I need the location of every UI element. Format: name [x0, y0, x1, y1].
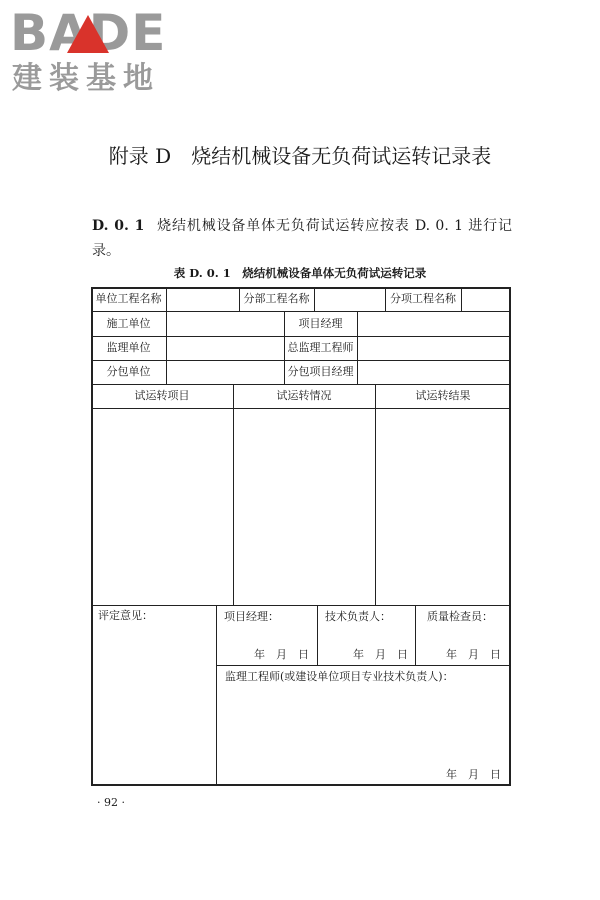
rule-v-r1a: [166, 287, 167, 311]
rule-v-col1: [233, 384, 234, 605]
rule-v-eval: [216, 605, 217, 786]
label-sub-project-manager: 分包项目经理: [287, 365, 354, 378]
evaluation-opinion-label: 评定意见：: [98, 609, 153, 622]
appendix-title: 附录 D 烧结机械设备无负荷试运转记录表: [108, 144, 492, 168]
date-tech-lead: 年 月 日: [353, 648, 408, 661]
date-supervisor: 年 月 日: [446, 768, 501, 781]
clause-text: 烧结机械设备单体无负荷试运转应按表 D. 0. 1 进行记录。: [92, 218, 512, 259]
rule-v-sign2: [415, 605, 416, 665]
sign-project-manager-label: 项目经理：: [224, 610, 279, 623]
clause-number: D. 0. 1: [92, 218, 145, 234]
logo-wordmark: BADE: [10, 4, 167, 62]
rule-sign-bottom: [216, 665, 511, 666]
supervisor-label: 监理工程师(或建设单位项目专业技术负责人)：: [225, 670, 454, 683]
rule-v-col2: [375, 384, 376, 605]
column-header-status: 试运转情况: [276, 389, 332, 402]
rule-row2: [91, 336, 511, 337]
label-chief-supervisor: 总监理工程师: [287, 341, 354, 354]
date-project-manager: 年 月 日: [254, 648, 309, 661]
label-subcontractor: 分包单位: [106, 365, 151, 378]
table-border-left: [91, 287, 93, 786]
record-table: [91, 287, 511, 786]
clause-paragraph: [92, 214, 512, 264]
brand-logo: [10, 6, 180, 98]
sign-tech-lead-label: 技术负责人：: [325, 610, 391, 623]
rule-v-r1c: [314, 287, 315, 311]
logo-subtitle: 建装基地: [12, 61, 160, 96]
logo-triangle-icon: [67, 15, 109, 53]
rule-v-sign1: [317, 605, 318, 665]
rule-v-r2c: [357, 311, 358, 384]
rule-v-r1e: [461, 287, 462, 311]
rule-row4: [91, 384, 511, 385]
table-border-top: [91, 287, 511, 289]
rule-body-bottom: [91, 605, 511, 606]
label-supervision-unit: 监理单位: [106, 341, 151, 354]
rule-row3: [91, 360, 511, 361]
label-unit-project: 单位工程名称: [95, 292, 162, 305]
date-quality-inspector: 年 月 日: [446, 648, 501, 661]
page-number: · 92 ·: [97, 796, 125, 809]
table-border-bottom: [91, 784, 511, 786]
column-header-result: 试运转结果: [415, 389, 471, 402]
sign-quality-inspector-label: 质量检查员：: [427, 610, 493, 623]
rule-row1: [91, 311, 511, 312]
table-caption: 表 D. 0. 1 烧结机械设备单体无负荷试运转记录: [173, 266, 427, 280]
label-project-manager: 项目经理: [298, 317, 343, 330]
table-border-right: [509, 287, 511, 786]
label-construction-unit: 施工单位: [106, 317, 151, 330]
rule-v-r2a: [166, 311, 167, 384]
label-item-project: 分项工程名称: [390, 292, 456, 305]
rule-header-bottom: [91, 408, 511, 409]
column-header-item: 试运转项目: [134, 389, 190, 402]
label-division-project: 分部工程名称: [243, 292, 310, 305]
